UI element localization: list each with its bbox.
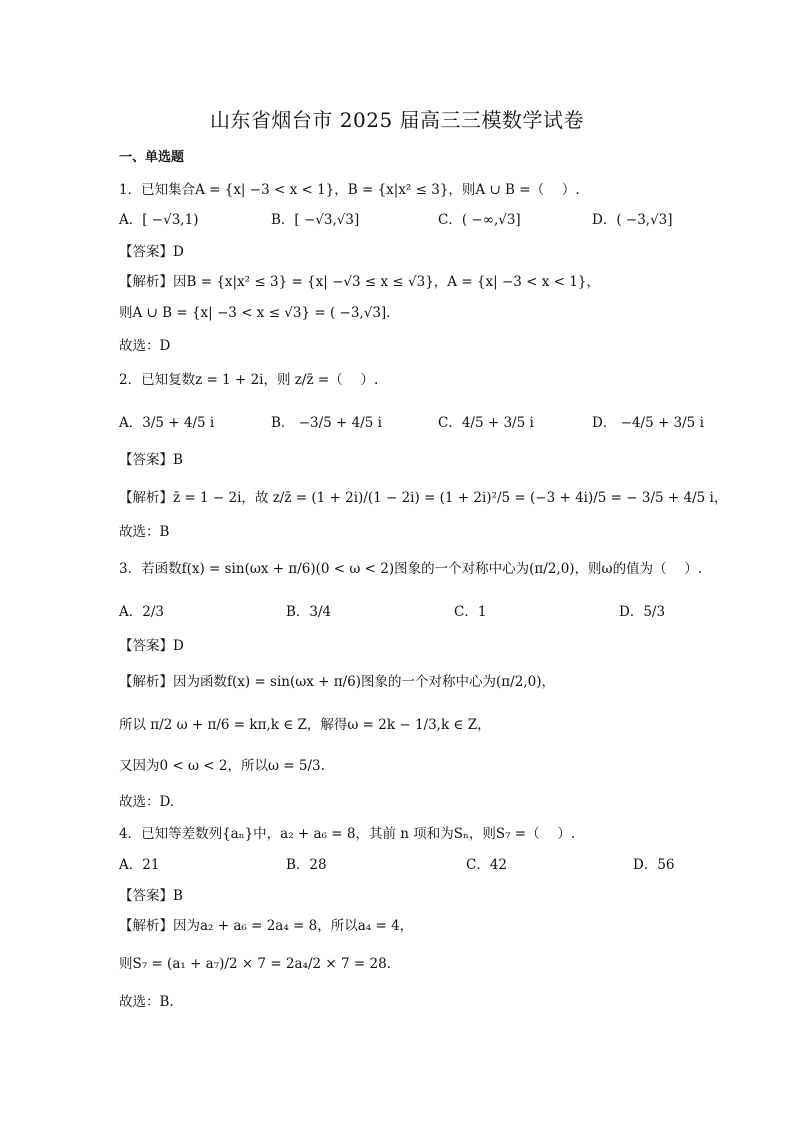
question-2-option-b: B． −3/5 + 4/5 i — [271, 415, 382, 431]
page-title: 山东省烟台市 2025 届高三三模数学试卷 — [209, 108, 585, 132]
question-4-option-c: C．42 — [466, 857, 508, 873]
question-3-analysis-line: 故选：D. — [119, 794, 175, 810]
question-1-option-b: B．[ −√3,√3] — [271, 212, 360, 228]
question-1-option-d: D．( −3,√3] — [592, 212, 673, 228]
question-4-analysis-line: 【解析】因为a₂ + a₆ = 2a₄ = 8，所以a₄ = 4， — [119, 918, 414, 934]
question-3-option-d: D．5/3 — [619, 604, 666, 620]
question-4-stem: 4．已知等差数列{aₙ}中，a₂ + a₆ = 8，其前 n 项和为Sₙ，则S₇ =（ ）. — [119, 826, 576, 842]
question-1-option-a: A．[ −√3,1) — [119, 212, 199, 228]
question-1-analysis-line: 【解析】因B = {x|x² ≤ 3} = {x| −√3 ≤ x ≤ √3}，A = {x| −3 < x < 1}， — [119, 274, 600, 290]
question-1-analysis-line: 则A ∪ B = {x| −3 < x ≤ √3} = ( −3,√3]. — [119, 305, 391, 321]
question-2-answer: 【答案】B — [119, 452, 183, 468]
question-1-stem: 1．已知集合A = {x| −3 < x < 1}，B = {x|x² ≤ 3}，则A ∪ B =（ ）. — [119, 182, 580, 198]
question-2-analysis-line: 故选：B — [119, 524, 170, 540]
question-3-option-b: B．3/4 — [286, 604, 332, 620]
question-2-stem: 2．已知复数z = 1 + 2i，则 z/z̄ =（ ）. — [119, 372, 379, 388]
question-3-analysis-line: 【解析】因为函数f(x) = sin(ωx + π/6)图象的一个对称中心为(π/2,0)， — [119, 674, 555, 690]
question-4-option-a: A．21 — [119, 857, 160, 873]
question-2-analysis-line: 【解析】z̄ = 1 − 2i，故 z/z̄ = (1 + 2i)/(1 − 2i) = (1 + 2i)²/5 = (−3 + 4i)/5 = − 3/5 + 4/5 i， — [119, 490, 728, 506]
question-1-option-c: C．( −∞,√3] — [438, 212, 521, 228]
question-4-option-b: B．28 — [286, 857, 327, 873]
question-1-analysis-line: 故选：D — [119, 338, 171, 354]
question-3-option-a: A．2/3 — [119, 604, 164, 620]
question-4-analysis-line: 故选：B. — [119, 994, 174, 1010]
section-heading: 一、单选题 — [119, 150, 185, 165]
question-3-stem: 3．若函数f(x) = sin(ωx + π/6)(0 < ω < 2)图象的一个对称中心为(π/2,0)，则ω的值为（ ）. — [119, 561, 703, 577]
question-2-option-d: D． −4/5 + 3/5 i — [592, 415, 704, 431]
question-3-option-c: C．1 — [454, 604, 487, 620]
question-3-answer: 【答案】D — [119, 638, 184, 654]
question-3-analysis-line: 所以 π/2 ω + π/6 = kπ,k ∈ Z，解得ω = 2k − 1/3,k ∈ Z， — [119, 717, 491, 733]
question-4-analysis-line: 则S₇ = (a₁ + a₇)/2 × 7 = 2a₄/2 × 7 = 28. — [119, 956, 391, 972]
question-3-analysis-line: 又因为0 < ω < 2，所以ω = 5/3. — [119, 758, 325, 774]
question-4-answer: 【答案】B — [119, 888, 183, 904]
question-1-answer: 【答案】D — [119, 244, 184, 260]
question-2-option-c: C．4/5 + 3/5 i — [438, 415, 534, 431]
question-2-option-a: A．3/5 + 4/5 i — [119, 415, 215, 431]
question-4-option-d: D．56 — [633, 857, 675, 873]
